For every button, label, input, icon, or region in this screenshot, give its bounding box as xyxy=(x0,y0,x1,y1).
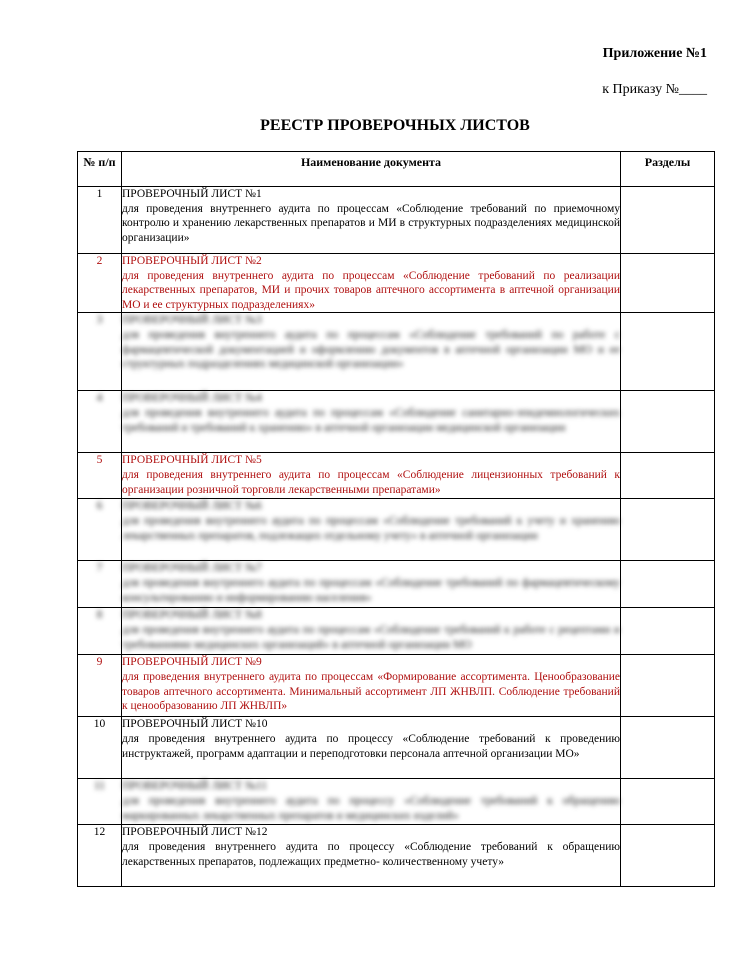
list-description: для проведения внутреннего аудита по процессу «Соблюдение требований к обращению маркированных лекарственных препаратов и медицинских изделий» xyxy=(122,794,620,822)
sections-cell xyxy=(621,717,715,779)
table-row xyxy=(78,187,715,254)
document-cell xyxy=(122,779,621,825)
table-row xyxy=(78,655,715,717)
list-description: для проведения внутреннего аудита по процессу «Соблюдение требований к обращению лекарственных препаратов, подлежащих предметно- количественному учету» xyxy=(122,840,620,868)
document-cell xyxy=(122,717,621,779)
column-header-num: № п/п xyxy=(78,152,122,187)
list-title: ПРОВЕРОЧНЫЙ ЛИСТ №7 xyxy=(122,562,262,575)
table-header-row xyxy=(78,152,715,187)
row-number: 9 xyxy=(78,655,122,717)
document-cell xyxy=(122,561,621,608)
table-row xyxy=(78,499,715,561)
list-description: для проведения внутреннего аудита по процессам «Соблюдение требований по работе с фармацевтической документацией и оформлению документов в аптечной организации МО и ее структурных подразделениях медицинской организации» xyxy=(122,328,620,371)
list-title: ПРОВЕРОЧНЫЙ ЛИСТ №4 xyxy=(122,392,262,405)
document-cell xyxy=(122,499,621,561)
document-cell xyxy=(122,608,621,655)
table-row xyxy=(78,608,715,655)
list-description: для проведения внутреннего аудита по процессам «Соблюдение требований к учету и хранению лекарственных препаратов, подлежащих отдельному учету» в аптечной организации xyxy=(122,514,620,542)
row-number: 8 xyxy=(78,608,122,655)
row-number: 4 xyxy=(78,391,122,453)
list-title: ПРОВЕРОЧНЫЙ ЛИСТ №12 xyxy=(122,826,268,839)
table-row xyxy=(78,254,715,313)
list-description: для проведения внутреннего аудита по процессам «Формирование ассортимента. Ценообразование товаров аптечного ассортимента. Минимальный ассортимент ЛП ЖНВЛП. Соблюдение требований к ценообразованию ЛП ЖНВЛП» xyxy=(122,670,620,713)
registry-table xyxy=(77,151,715,887)
sections-cell xyxy=(621,313,715,391)
list-description: для проведения внутреннего аудита по процессам «Соблюдение требований к работе с рецептами и требованиями медицинских организаций» в аптечной организации МО xyxy=(122,623,620,651)
list-title: ПРОВЕРОЧНЫЙ ЛИСТ №2 xyxy=(122,255,262,267)
sections-cell xyxy=(621,608,715,655)
appendix-label: Приложение №1 xyxy=(602,46,707,61)
sections-cell xyxy=(621,499,715,561)
document-cell xyxy=(122,391,621,453)
order-reference: к Приказу №____ xyxy=(602,82,707,97)
row-number: 5 xyxy=(78,453,122,499)
table-row xyxy=(78,825,715,887)
row-number: 10 xyxy=(78,717,122,779)
list-title: ПРОВЕРОЧНЫЙ ЛИСТ №8 xyxy=(122,609,262,622)
list-description: для проведения внутреннего аудита по процессам «Соблюдение требований по фармацевтическому консультированию и информированию населения» xyxy=(122,576,620,604)
table-row xyxy=(78,717,715,779)
sections-cell xyxy=(621,561,715,608)
document-cell xyxy=(122,313,621,391)
document-cell xyxy=(122,655,621,717)
list-description: для проведения внутреннего аудита по процессам «Соблюдение санитарно-эпидемиологических требований и требований к хранению» в аптечной организации медицинской организации xyxy=(122,406,620,434)
sections-cell xyxy=(621,391,715,453)
column-header-document: Наименование документа xyxy=(122,152,621,187)
table-row xyxy=(78,561,715,608)
document-cell xyxy=(122,187,621,254)
row-number: 3 xyxy=(78,313,122,391)
table-row xyxy=(78,453,715,499)
list-title: ПРОВЕРОЧНЫЙ ЛИСТ №5 xyxy=(122,454,262,467)
document-cell xyxy=(122,825,621,887)
list-title: ПРОВЕРОЧНЫЙ ЛИСТ №6 xyxy=(122,500,262,513)
row-number: 6 xyxy=(78,499,122,561)
list-title: ПРОВЕРОЧНЫЙ ЛИСТ №11 xyxy=(122,780,268,793)
document-cell xyxy=(122,453,621,499)
row-number: 2 xyxy=(78,254,122,313)
table-row xyxy=(78,779,715,825)
list-description: для проведения внутреннего аудита по процессам «Соблюдение лицензионных требований к организации розничной торговли лекарственными препаратами» xyxy=(122,468,620,496)
sections-cell xyxy=(621,779,715,825)
row-number: 11 xyxy=(78,779,122,825)
document-cell xyxy=(122,254,621,313)
sections-cell xyxy=(621,655,715,717)
row-number: 7 xyxy=(78,561,122,608)
sections-cell xyxy=(621,254,715,313)
sections-cell xyxy=(621,187,715,254)
sections-cell xyxy=(621,825,715,887)
row-number: 12 xyxy=(78,825,122,887)
list-description: для проведения внутреннего аудита по процессам «Соблюдение требований по приемочному контролю и хранению лекарственных препаратов и МИ в структурных подразделениях медицинской организации» xyxy=(122,202,620,244)
sections-cell xyxy=(621,453,715,499)
list-description: для проведения внутреннего аудита по процессам «Соблюдение требований по реализации лекарственных препаратов, МИ и прочих товаров аптечного ассортимента в аптечной организации МО и ее структурных подразделениях» xyxy=(122,269,620,311)
list-title: ПРОВЕРОЧНЫЙ ЛИСТ №10 xyxy=(122,718,268,731)
table-row xyxy=(78,391,715,453)
page-title: РЕЕСТР ПРОВЕРОЧНЫХ ЛИСТОВ xyxy=(260,117,530,134)
row-number: 1 xyxy=(78,187,122,254)
list-title: ПРОВЕРОЧНЫЙ ЛИСТ №3 xyxy=(122,314,262,327)
column-header-sections: Разделы xyxy=(621,152,715,187)
list-title: ПРОВЕРОЧНЫЙ ЛИСТ №9 xyxy=(122,656,262,669)
list-title: ПРОВЕРОЧНЫЙ ЛИСТ №1 xyxy=(122,188,262,200)
list-description: для проведения внутреннего аудита по процессу «Соблюдение требований к проведению инструктажей, программ адаптации и переподготовки персонала аптечной организации МО» xyxy=(122,732,620,760)
table-row xyxy=(78,313,715,391)
